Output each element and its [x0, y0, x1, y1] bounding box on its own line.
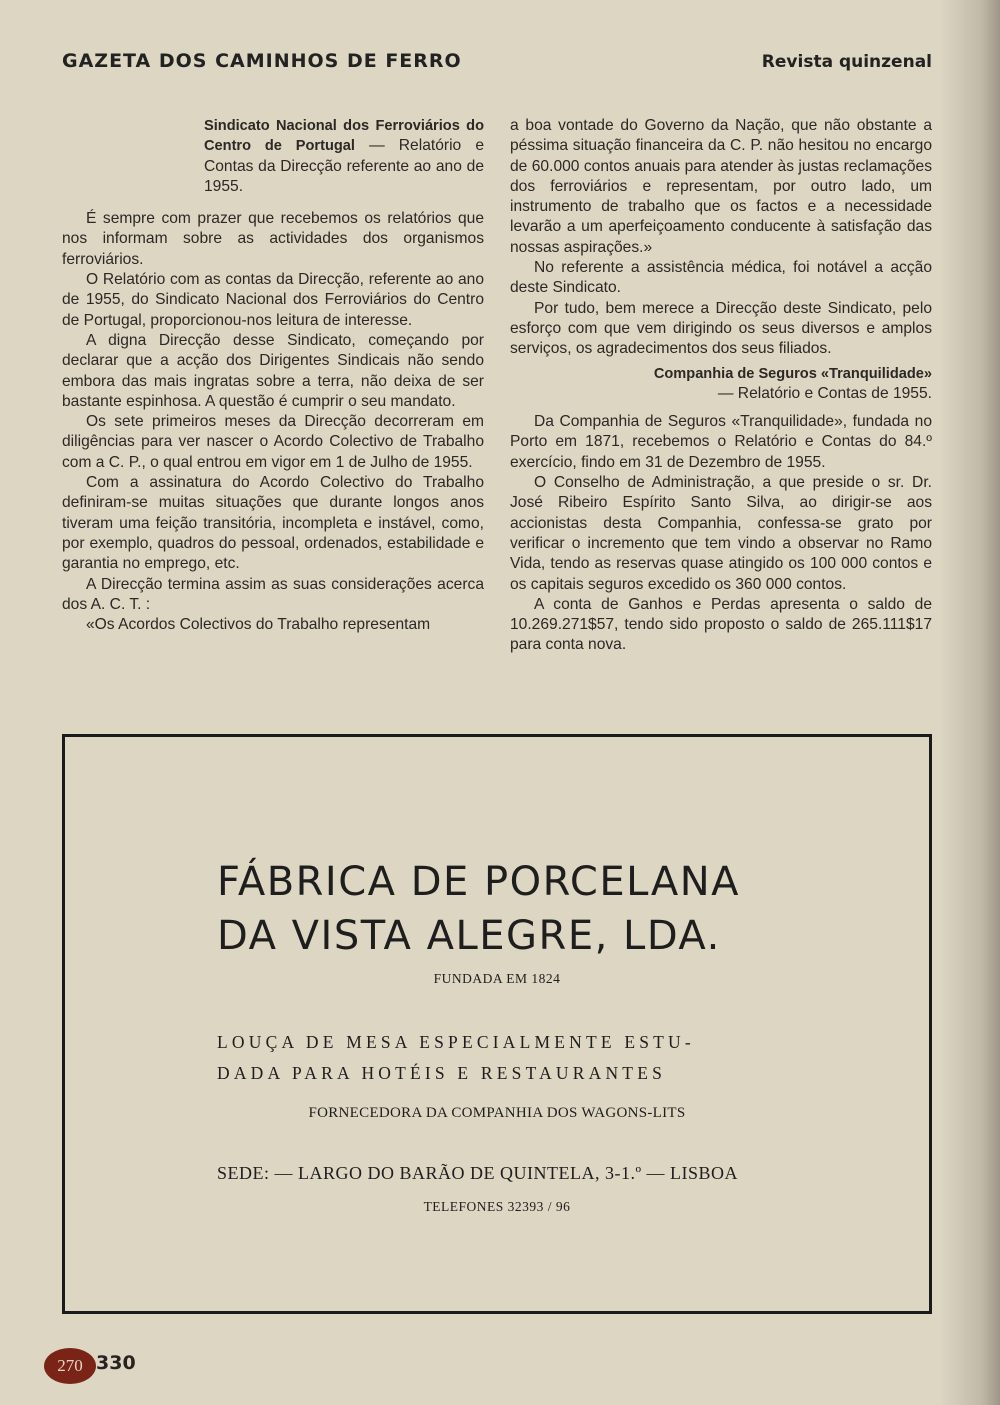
- paragraph: O Conselho de Administração, a que preside o sr. Dr. José Ribeiro Espírito Santo Silva, ao dirigir-se aos accionistas desta Companhia, confessa-se grato por verificar o incremento que tem vindo a observar no Ramo Vida, tendo as reservas quase atingido os 100 000 contos e os capitais seguros excedido os 360 000 contos.: [510, 474, 932, 593]
- vista-alegre-advertisement: [62, 734, 932, 1314]
- page-edge-shadow: [940, 0, 1000, 1405]
- stamped-page-number: 270: [44, 1348, 96, 1384]
- ad-tagline-line: LOUÇA DE MESA ESPECIALMENTE ESTU-: [217, 1032, 695, 1052]
- paragraph: O Relatório com as contas da Direcção, referente ao ano de 1955, do Sindicato Nacional dos Ferroviários do Centro de Portugal, proporcionou-nos leitura de interesse.: [62, 271, 484, 329]
- ad-supplier: FORNECEDORA DA COMPANHIA DOS WAGONS-LITS: [308, 1105, 686, 1121]
- article-heading-tranquilidade: [510, 364, 932, 405]
- paragraph: Os sete primeiros meses da Direcção decorreram em diligências para ver nascer o Acordo Colectivo de Trabalho com a C. P., o qual entrou em vigor em 1 de Julho de 1955.: [62, 413, 484, 471]
- magazine-title: GAZETA DOS CAMINHOS DE FERRO: [62, 50, 462, 72]
- ad-founded: FUNDADA EM 1824: [433, 971, 561, 986]
- paragraph: Por tudo, bem merece a Direcção deste Sindicato, pelo esforço com que vem dirigindo os seus diversos e amplos serviços, os agradecimentos dos seus filiados.: [510, 299, 932, 358]
- heading-bold: Companhia de Seguros «Tranquilidade»: [653, 365, 932, 382]
- paragraph: Com a assinatura do Acordo Colectivo do Trabalho definiram-se muitas situações que durante longos anos tiveram uma feição transitória, incompleta e instável, como, por exemplo, quadros do pessoal, ordenados, estabilidade e garantia no emprego, etc.: [62, 474, 484, 573]
- magazine-subtitle: Revista quinzenal: [761, 52, 932, 72]
- paragraph: É sempre com prazer que recebemos os relatórios que nos informam sobre as actividades dos organismos ferroviários.: [62, 210, 484, 268]
- paragraph: A digna Direcção desse Sindicato, começando por declarar que a acção dos Dirigentes Sindicais não sendo embora das mais ingratas sobre a terra, não deixa de ser bastante espinhosa. A questão é cumprir o seu mandato.: [62, 331, 484, 410]
- ad-title-line: DA VISTA ALEGRE, LDA.: [217, 913, 721, 959]
- article-heading-sindicato: [204, 116, 484, 197]
- ad-title: [217, 855, 857, 963]
- paragraph: a boa vontade do Governo da Nação, que não obstante a péssima situação financeira da C. P. não hesitou no encargo de 60.000 contos anuais para atender às justas reclamações dos ferroviários e representam, por outro lado, um instrumento de trabalho que os factos e a necessidade levarão a um aperfeiçoamento conducente à satisfação das nossas aspirações.»: [510, 117, 932, 256]
- heading-rest: — Relatório e Contas de 1955.: [717, 384, 932, 402]
- paragraph: A conta de Ganhos e Perdas apresenta o saldo de 10.269.271$57, tendo sido proposto o saldo de 265.111$17 para conta nova.: [510, 595, 932, 654]
- printed-page-number: 330: [96, 1352, 136, 1374]
- right-column: [510, 116, 932, 656]
- paragraph: A Direcção termina assim as suas considerações acerca dos A. C. T. :: [62, 575, 484, 613]
- ad-title-line: FÁBRICA DE PORCELANA: [217, 859, 740, 905]
- ad-address: SEDE: — LARGO DO BARÃO DE QUINTELA, 3-1.º — LISBOA: [217, 1163, 739, 1183]
- running-header: [62, 50, 932, 78]
- left-column: [62, 116, 484, 635]
- page-number: [44, 1348, 164, 1384]
- heading-rest: — Relatório e Contas da Direcção referente ao ano de 1955.: [204, 137, 485, 195]
- ad-phones: TELEFONES 32393 / 96: [423, 1199, 571, 1214]
- paragraph: No referente a assistência médica, foi notável a acção deste Sindicato.: [510, 259, 932, 297]
- paragraph: «Os Acordos Colectivos do Trabalho representam: [86, 616, 431, 634]
- paragraph: Da Companhia de Seguros «Tranquilidade», fundada no Porto em 1871, recebemos o Relatório e Contas do 84.º exercício, findo em 31 de Dezembro de 1955.: [510, 413, 932, 471]
- ad-tagline: [217, 1027, 817, 1089]
- ad-tagline-line: DADA PARA HOTÉIS E RESTAURANTES: [217, 1063, 667, 1083]
- heading-bold: Sindicato Nacional dos Ferroviários do Centro de Portugal: [204, 118, 484, 155]
